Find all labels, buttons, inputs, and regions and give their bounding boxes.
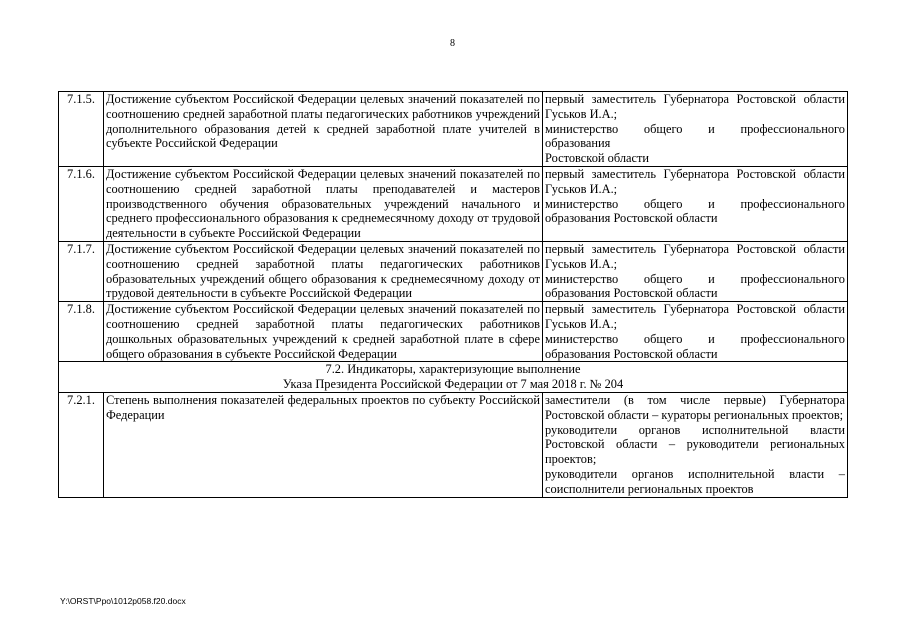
responsible-line: министерство общего и профессионального образования Ростовской области bbox=[545, 331, 845, 361]
responsible-line: Ростовской области bbox=[545, 151, 650, 166]
responsible-line: первый заместитель Губернатора Ростовской области Гуськов И.А.; bbox=[545, 302, 845, 331]
row-description: Достижение субъектом Российской Федерации целевых значений показателей по соотношению средней заработной платы педагогических работников учреждений дополнительного образования детей к средней заработной плате учителей в субъекте Российской Федерации bbox=[104, 92, 543, 167]
row-description: Достижение субъектом Российской Федерации целевых значений показателей по соотношению средней заработной платы педагогических работников образовательных учреждений общего образования к среднемесячному доходу от трудовой деятельности в субъекте Российской Федерации bbox=[104, 241, 543, 301]
row-responsible bbox=[543, 302, 848, 362]
row-number: 7.1.6. bbox=[59, 166, 104, 241]
measures-table bbox=[58, 91, 848, 498]
document-file-path: Y:\ORST\Ppo\1012p058.f20.docx bbox=[60, 596, 186, 606]
table-row bbox=[59, 392, 848, 497]
page-number: 8 bbox=[450, 38, 455, 49]
section-heading-line: Указа Президента Российской Федерации от 7 мая 2018 г. № 204 bbox=[282, 377, 624, 392]
row-responsible bbox=[543, 392, 848, 497]
responsible-line: руководители органов исполнительной власти – соисполнители региональных проектов bbox=[545, 466, 845, 496]
row-number: 7.1.8. bbox=[59, 302, 104, 362]
row-responsible bbox=[543, 92, 848, 167]
table-row bbox=[59, 166, 848, 241]
section-heading-row bbox=[59, 362, 848, 393]
table-row bbox=[59, 92, 848, 167]
row-description: Степень выполнения показателей федеральных проектов по субъекту Российской Федерации bbox=[104, 392, 543, 497]
responsible-line: первый заместитель Губернатора Ростовской области Гуськов И.А.; bbox=[545, 241, 845, 271]
responsible-line: министерство общего и профессионального образования Ростовской области bbox=[545, 196, 845, 226]
section-heading bbox=[59, 362, 848, 393]
responsible-line: первый заместитель Губернатора Ростовской области Гуськов И.А.; bbox=[545, 92, 845, 121]
row-description: Достижение субъектом Российской Федерации целевых значений показателей по соотношению средней заработной платы преподавателей и мастеров производственного обучения образовательных учреждений начального и среднего профессионального образования к среднемесячному доходу от трудовой деятельности в субъекте Российской Федерации bbox=[104, 166, 543, 241]
row-responsible bbox=[543, 241, 848, 301]
row-number: 7.1.5. bbox=[59, 92, 104, 167]
responsible-line: министерство общего и профессионального образования bbox=[545, 121, 845, 151]
responsible-line: заместители (в том числе первые) Губернатора Ростовской области – кураторы региональных проектов; bbox=[545, 392, 845, 422]
row-description: Достижение субъектом Российской Федерации целевых значений показателей по соотношению средней заработной платы педагогических работников дошкольных образовательных учреждений к средней заработной плате в сфере общего образования в субъекте Российской Федерации bbox=[104, 302, 543, 362]
responsible-line: первый заместитель Губернатора Ростовской области Гуськов И.А.; bbox=[545, 166, 845, 196]
row-number: 7.1.7. bbox=[59, 241, 104, 301]
section-heading-line: 7.2. Индикаторы, характеризующие выполнение bbox=[325, 362, 581, 377]
table-row bbox=[59, 241, 848, 301]
row-number: 7.2.1. bbox=[59, 392, 104, 497]
row-responsible bbox=[543, 166, 848, 241]
responsible-line: министерство общего и профессионального образования Ростовской области bbox=[545, 271, 845, 301]
table-row bbox=[59, 302, 848, 362]
responsible-line: руководители органов исполнительной власти Ростовской области – руководители региональных проектов; bbox=[545, 422, 845, 467]
